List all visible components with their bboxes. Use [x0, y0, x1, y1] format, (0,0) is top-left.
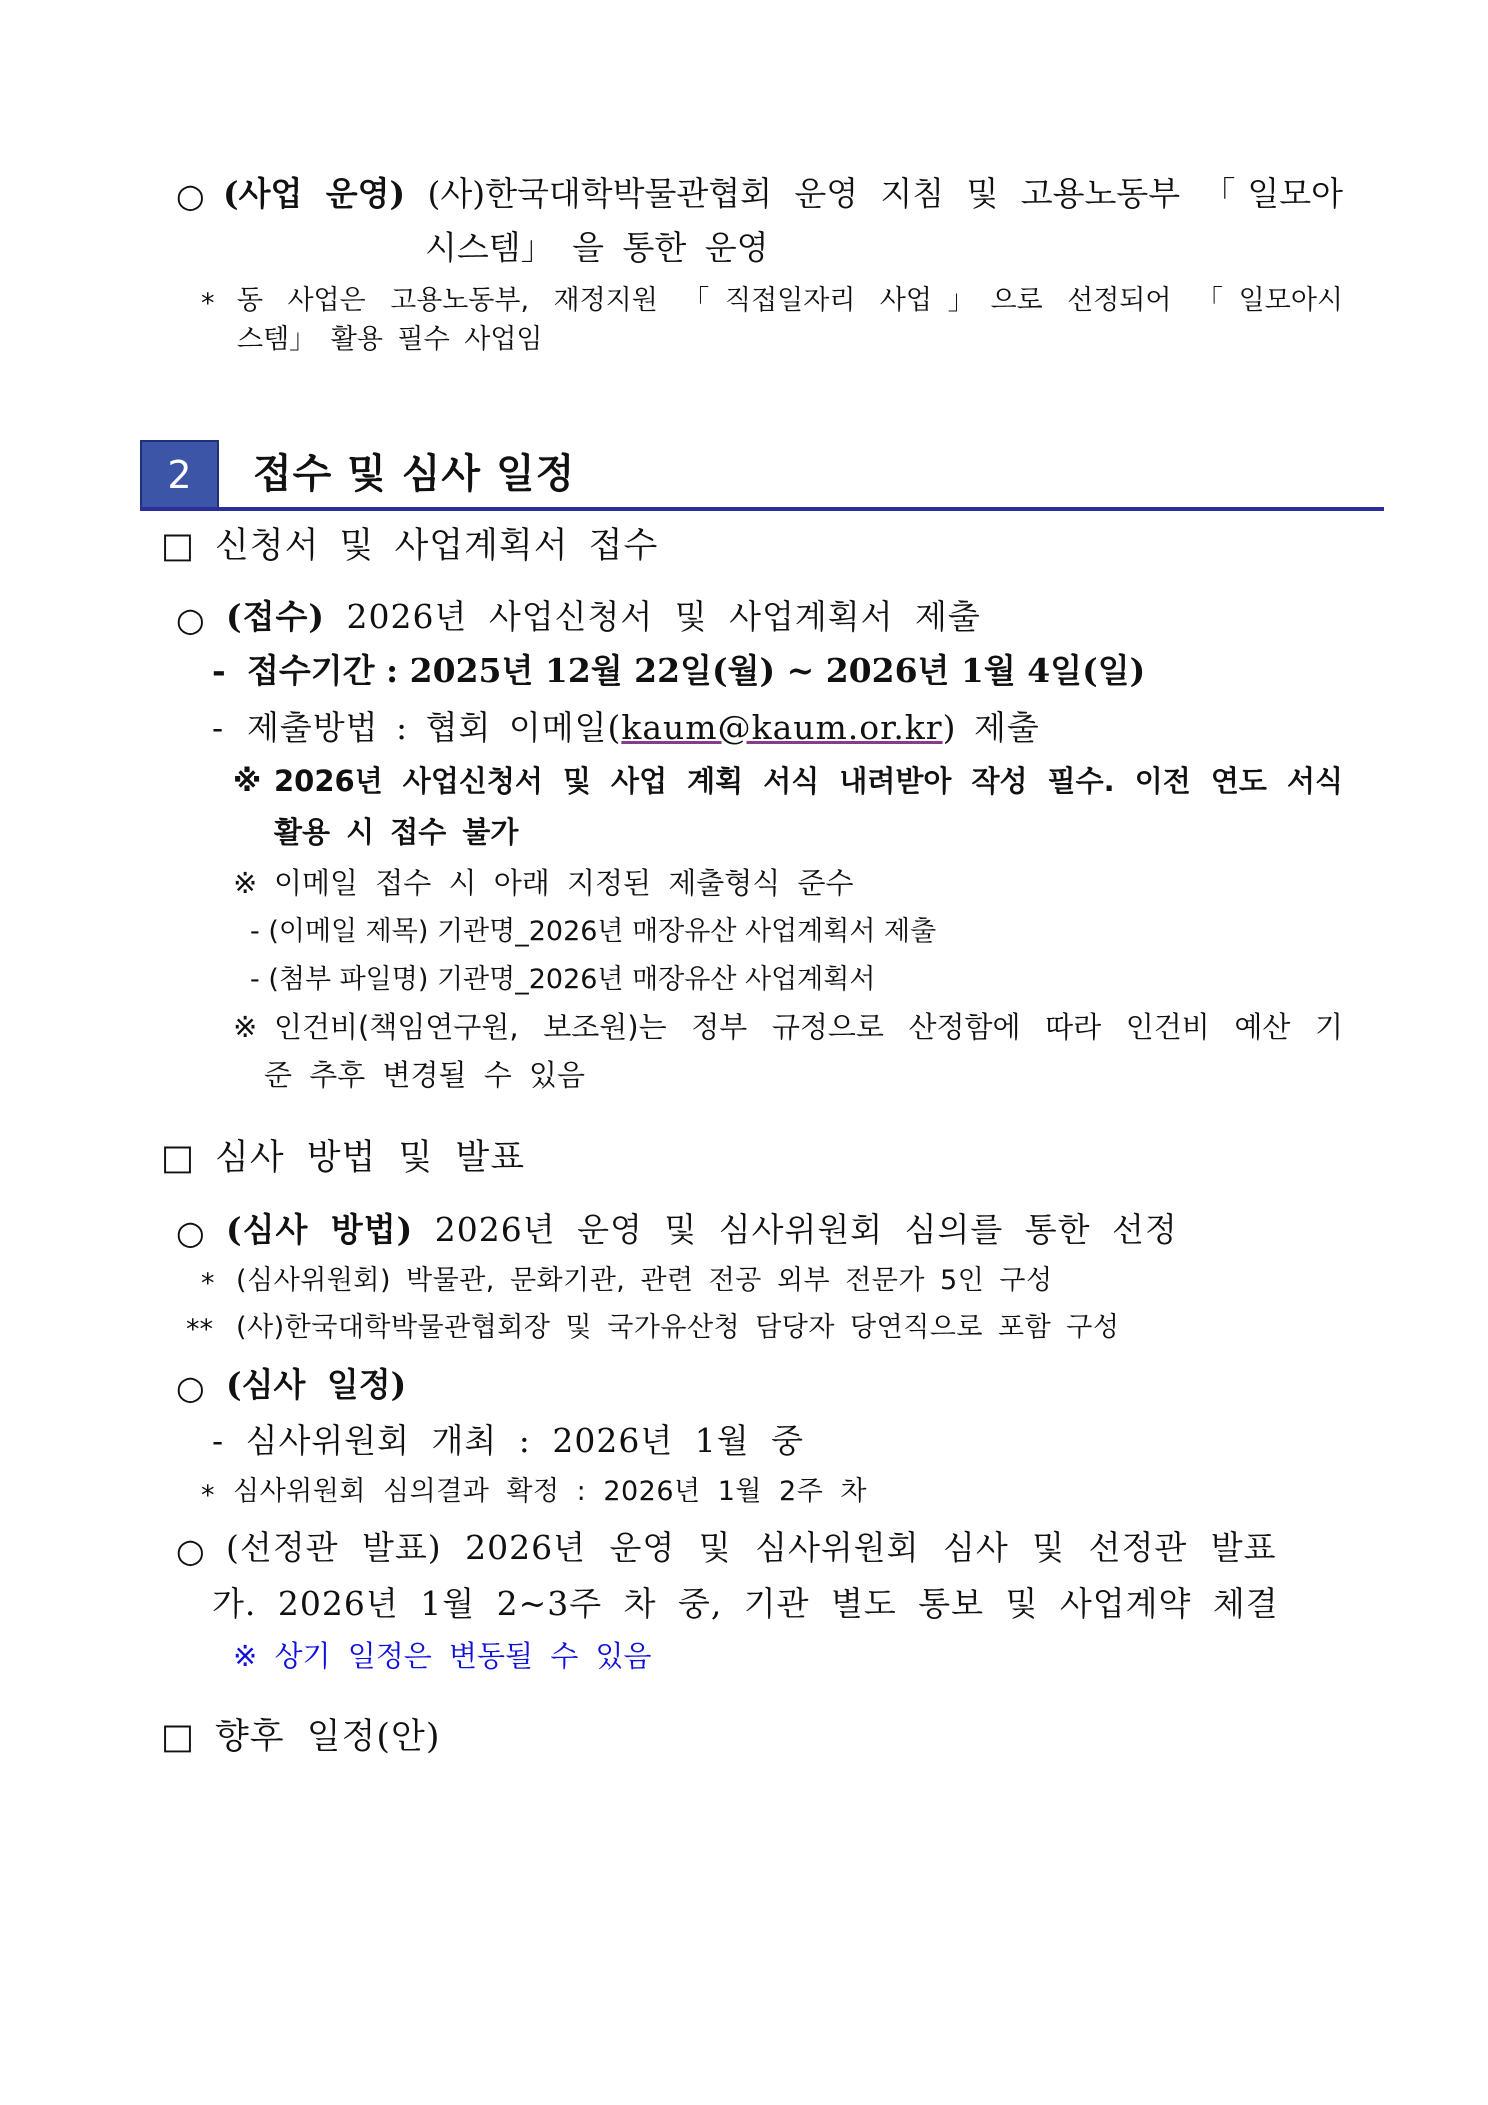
- notice1-line-2: 활용 시 접수 불가: [274, 815, 519, 849]
- review-method-line: [226, 1210, 1178, 1250]
- notice2-item-1: - (이메일 제목) 기관명_2026년 매장유산 사업계획서 제출: [250, 916, 937, 947]
- review-method-text: 2026년 운영 및 심사위원회 심의를 통한 선정: [434, 1210, 1178, 1249]
- method-prefix: 제출방법 : 협회 이메일(: [247, 708, 622, 747]
- operation-note-star: *: [201, 288, 215, 319]
- method-suffix: ) 제출: [942, 708, 1040, 747]
- reception-checkbox-icon: □: [161, 526, 195, 566]
- operation-text-1: (사)한국대학박물관협회 운영 지침 및 고용노동부 「일모아: [427, 174, 1343, 213]
- reception-bullet: ○: [176, 600, 205, 639]
- announce-text: 2026년 운영 및 심사위원회 심사 및 선정관 발표: [465, 1528, 1277, 1567]
- notice3-line-2: 준 추후 변경될 수 있음: [264, 1058, 585, 1092]
- reception-text: 2026년 사업신청서 및 사업계획서 제출: [346, 597, 981, 636]
- operation-text-2: 시스템」 을 통한 운영: [425, 228, 769, 267]
- method-dash: -: [212, 708, 224, 747]
- review-schedule-item: - 심사위원회 개최 : 2026년 1월 중: [212, 1421, 804, 1460]
- schedule-change-notice: ※ 상기 일정은 변동될 수 있음: [233, 1639, 652, 1673]
- review-note2-star: **: [186, 1314, 213, 1345]
- announce-label: (선정관 발표): [226, 1528, 442, 1567]
- notice2-item-2: - (첨부 파일명) 기관명_2026년 매장유산 사업계획서: [250, 964, 876, 995]
- operation-label: (사업 운영): [223, 174, 406, 213]
- email-link[interactable]: kaum@kaum.or.kr: [621, 708, 943, 747]
- section-title: 접수 및 심사 일정: [253, 451, 576, 497]
- schedule-note: 심사위원회 심의결과 확정 : 2026년 1월 2주 차: [233, 1476, 867, 1507]
- schedule-note-star: *: [201, 1480, 215, 1511]
- reception-line: [226, 597, 981, 637]
- review-note-2: (사)한국대학박물관협회장 및 국가유산청 담당자 당연직으로 포함 구성: [236, 1312, 1120, 1343]
- review-schedule-label: (심사 일정): [226, 1365, 407, 1404]
- reception-heading: 신청서 및 사업계획서 접수: [215, 526, 659, 566]
- reception-label: (접수): [226, 597, 325, 636]
- review-method-label: (심사 방법): [226, 1210, 414, 1249]
- notice3-line-1: 인건비(책임연구원, 보조원)는 정부 규정으로 산정함에 따라 인건비 예산 기: [274, 1010, 1343, 1044]
- announce-item: 가. 2026년 1월 2~3주 차 중, 기관 별도 통보 및 사업계약 체결: [212, 1584, 1279, 1623]
- section-number-badge: 2: [140, 440, 219, 509]
- section-divider: [140, 507, 1384, 511]
- notice3-mark: ※: [233, 1010, 258, 1044]
- notice1-mark: ※: [233, 764, 262, 798]
- future-heading: 향후 일정(안): [215, 1717, 441, 1757]
- operation-line-1: [223, 174, 1343, 214]
- notice2-mark: ※: [233, 866, 258, 900]
- notice2-text: 이메일 접수 시 아래 지정된 제출형식 준수: [274, 866, 854, 900]
- notice1-line-1: 2026년 사업신청서 및 사업 계획 서식 내려받아 작성 필수. 이전 연도 서식: [274, 764, 1343, 798]
- operation-bullet: ○: [176, 176, 205, 215]
- review-note1-star: *: [201, 1268, 215, 1299]
- operation-note-1: 동 사업은 고용노동부, 재정지원 「직접일자리 사업」으로 선정되어 「일모아시: [237, 285, 1343, 316]
- announce-bullet: ○: [176, 1531, 205, 1570]
- future-checkbox-icon: □: [161, 1717, 195, 1757]
- announce-line: [226, 1528, 1276, 1568]
- period-dash: -: [212, 651, 226, 690]
- review-note-1: (심사위원회) 박물관, 문화기관, 관련 전공 외부 전문가 5인 구성: [236, 1265, 1053, 1296]
- reception-period: 접수기간 : 2025년 12월 22일(월) ~ 2026년 1월 4일(일): [247, 651, 1146, 690]
- review-heading: 심사 방법 및 발표: [215, 1138, 526, 1178]
- operation-note-2: 스템」 활용 필수 사업임: [237, 324, 543, 355]
- review-checkbox-icon: □: [161, 1138, 195, 1178]
- review-schedule-bullet: ○: [176, 1368, 205, 1407]
- reception-method: [247, 708, 1040, 748]
- review-method-bullet: ○: [176, 1213, 205, 1252]
